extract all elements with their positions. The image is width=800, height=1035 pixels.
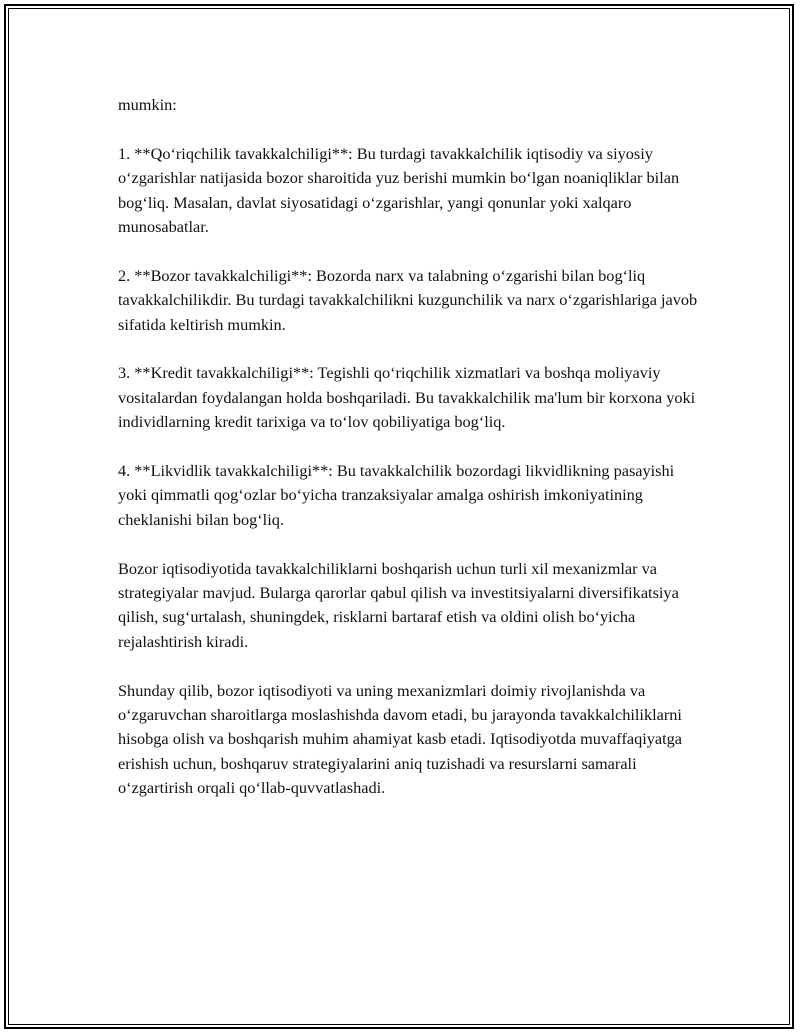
paragraph-item-4: 4. **Likvidlik tavakkalchiligi**: Bu tavakkalchilik bozordagi likvidlikning pasayishi yoki qimmatli qog‘ozlar bo‘yicha tranzaksiyalar amalga oshirish imkoniyatining cheklanishi bilan bog‘liq.	[118, 461, 675, 529]
paragraph-conclusion: Shunday qilib, bozor iqtisodiyoti va uning mexanizmlari doimiy rivojlanishda va o‘zgaruvchan sharoitlarga moslashishda davom etadi, bu jarayonda tavakkalchiliklarni hisobga olish va boshqarish muhim ahamiyat kasb etadi. Iqtisodiyotda muvaffaqiyatga erishish uchun, boshqaruv strategiyalarini aniq tuzishadi va resurslarni samarali o‘zgartirish orqali qo‘llab-quvvatlashadi.	[118, 680, 683, 798]
paragraph-item-2: 2. **Bozor tavakkalchiligi**: Bozorda narx va talabning o‘zgarishi bilan bog‘liq tavakkalchilikdir. Bu turdagi tavakkalchilikni kuzgunchilik va narx o‘zgarishlariga javob sifatida keltirish mumkin.	[118, 265, 698, 334]
document-body	[118, 93, 698, 825]
paragraph-item-3: 3. **Kredit tavakkalchiligi**: Tegishli qo‘riqchilik xizmatlari va boshqa moliyaviy vositalardan foydalangan holda boshqariladi. Bu tavakkalchilik ma'lum bir korxona yoki individlarning kredit tarixiga va to‘lov qobiliyatiga bog‘liq.	[118, 363, 696, 432]
paragraph-management: Bozor iqtisodiyotida tavakkalchiliklarni boshqarish uchun turli xil mexanizmlar va strategiyalar mavjud. Bularga qarorlar qabul qilish va investitsiyalarni diversifikatsiya qilish, sug‘urtalash, shuningdek, risklarni bartaraf etish va oldini olish bo‘yicha rejalashtirish kiradi.	[118, 558, 679, 651]
paragraph-item-1: 1. **Qo‘riqchilik tavakkalchiligi**: Bu turdagi tavakkalchilik iqtisodiy va siyosiy o‘zgarishlar natijasida bozor sharoitida yuz berishi mumkin bo‘lgan noaniqliklar bilan bog‘liq. Masalan, davlat siyosatidagi o‘zgarishlar, yangi qonunlar yoki xalqaro munosabatlar.	[118, 143, 680, 237]
paragraph-intro: mumkin:	[118, 95, 177, 114]
